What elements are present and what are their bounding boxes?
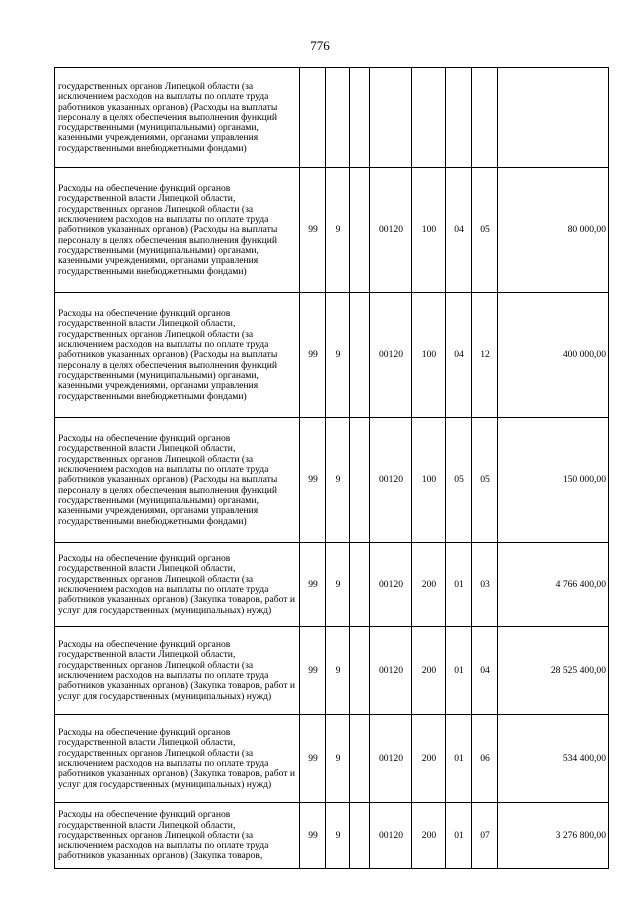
expense-type-code: 100 [412,168,446,293]
direction-code: 00120 [370,543,412,627]
table-row [55,803,609,869]
main-event-code [350,715,370,803]
direction-code: 00120 [370,803,412,869]
row-description: Расходы на обеспечение функций органов государственной власти Липецкой области, государственных органов Липецкой области (за исключением расходов на выплаты по оплате труда работников указанных органов) (Расходы на выплаты персоналу в целях обеспечения выполнения функций государственными (муниципальными) органами, казенными учреждениями, органами управления государственными внебюджетными фондами) [55,418,300,543]
subprogram-code [326,68,350,168]
table-row [55,168,609,293]
program-code: 99 [300,715,326,803]
expense-type-code: 200 [412,715,446,803]
amount [498,68,609,168]
program-code: 99 [300,627,326,715]
main-event-code [350,418,370,543]
subsection-code: 04 [472,627,498,715]
subsection-code: 12 [472,293,498,418]
expense-type-code: 200 [412,803,446,869]
direction-code: 00120 [370,293,412,418]
subprogram-code: 9 [326,418,350,543]
subsection-code: 05 [472,168,498,293]
amount: 4 766 400,00 [498,543,609,627]
row-description: Расходы на обеспечение функций органов государственной власти Липецкой области, государственных органов Липецкой области (за исключением расходов на выплаты по оплате труда работников указанных органов) (Закупка товаров, [55,803,300,869]
program-code: 99 [300,168,326,293]
row-description: Расходы на обеспечение функций органов государственной власти Липецкой области, государственных органов Липецкой области (за исключением расходов на выплаты по оплате труда работников указанных органов) (Закупка товаров, работ и услуг для государственных (муниципальных) нужд) [55,627,300,715]
amount: 534 400,00 [498,715,609,803]
row-description: Расходы на обеспечение функций органов государственной власти Липецкой области, государственных органов Липецкой области (за исключением расходов на выплаты по оплате труда работников указанных органов) (Закупка товаров, работ и услуг для государственных (муниципальных) нужд) [55,543,300,627]
table-row [55,627,609,715]
program-code [300,68,326,168]
program-code: 99 [300,803,326,869]
program-code: 99 [300,418,326,543]
amount: 400 000,00 [498,293,609,418]
subprogram-code: 9 [326,715,350,803]
program-code: 99 [300,543,326,627]
subprogram-code: 9 [326,168,350,293]
subprogram-code: 9 [326,293,350,418]
subsection-code: 05 [472,418,498,543]
section-code: 04 [446,293,472,418]
main-event-code [350,627,370,715]
subsection-code [472,68,498,168]
subprogram-code: 9 [326,543,350,627]
amount: 28 525 400,00 [498,627,609,715]
section-code: 01 [446,627,472,715]
table-row [55,543,609,627]
table-row [55,715,609,803]
row-description: государственных органов Липецкой области (за исключением расходов на выплаты по оплате труда работников указанных органов) (Расходы на выплаты персоналу в целях обеспечения выполнения функций государственными (муниципальными) органами, казенными учреждениями, органами управления государственными внебюджетными фондами) [55,68,300,168]
main-event-code [350,293,370,418]
direction-code: 00120 [370,715,412,803]
section-code [446,68,472,168]
amount: 3 276 800,00 [498,803,609,869]
table-row [55,293,609,418]
main-event-code [350,168,370,293]
program-code: 99 [300,293,326,418]
table-row [55,68,609,168]
section-code: 05 [446,418,472,543]
expense-type-code: 100 [412,418,446,543]
section-code: 01 [446,803,472,869]
expense-type-code: 200 [412,543,446,627]
section-code: 04 [446,168,472,293]
expense-type-code: 200 [412,627,446,715]
direction-code [370,68,412,168]
section-code: 01 [446,715,472,803]
page-number: 776 [310,38,330,53]
expense-type-code [412,68,446,168]
amount: 80 000,00 [498,168,609,293]
main-event-code [350,803,370,869]
table-row [55,418,609,543]
direction-code: 00120 [370,418,412,543]
subsection-code: 03 [472,543,498,627]
direction-code: 00120 [370,627,412,715]
main-event-code [350,543,370,627]
row-description: Расходы на обеспечение функций органов государственной власти Липецкой области, государственных органов Липецкой области (за исключением расходов на выплаты по оплате труда работников указанных органов) (Закупка товаров, работ и услуг для государственных (муниципальных) нужд) [55,715,300,803]
budget-table [54,67,609,869]
row-description: Расходы на обеспечение функций органов государственной власти Липецкой области, государственных органов Липецкой области (за исключением расходов на выплаты по оплате труда работников указанных органов) (Расходы на выплаты персоналу в целях обеспечения выполнения функций государственными (муниципальными) органами, казенными учреждениями, органами управления государственными внебюджетными фондами) [55,293,300,418]
main-event-code [350,68,370,168]
row-description: Расходы на обеспечение функций органов государственной власти Липецкой области, государственных органов Липецкой области (за исключением расходов на выплаты по оплате труда работников указанных органов) (Расходы на выплаты персоналу в целях обеспечения выполнения функций государственными (муниципальными) органами, казенными учреждениями, органами управления государственными внебюджетными фондами) [55,168,300,293]
subprogram-code: 9 [326,803,350,869]
subsection-code: 06 [472,715,498,803]
section-code: 01 [446,543,472,627]
amount: 150 000,00 [498,418,609,543]
subprogram-code: 9 [326,627,350,715]
expense-type-code: 100 [412,293,446,418]
direction-code: 00120 [370,168,412,293]
subsection-code: 07 [472,803,498,869]
